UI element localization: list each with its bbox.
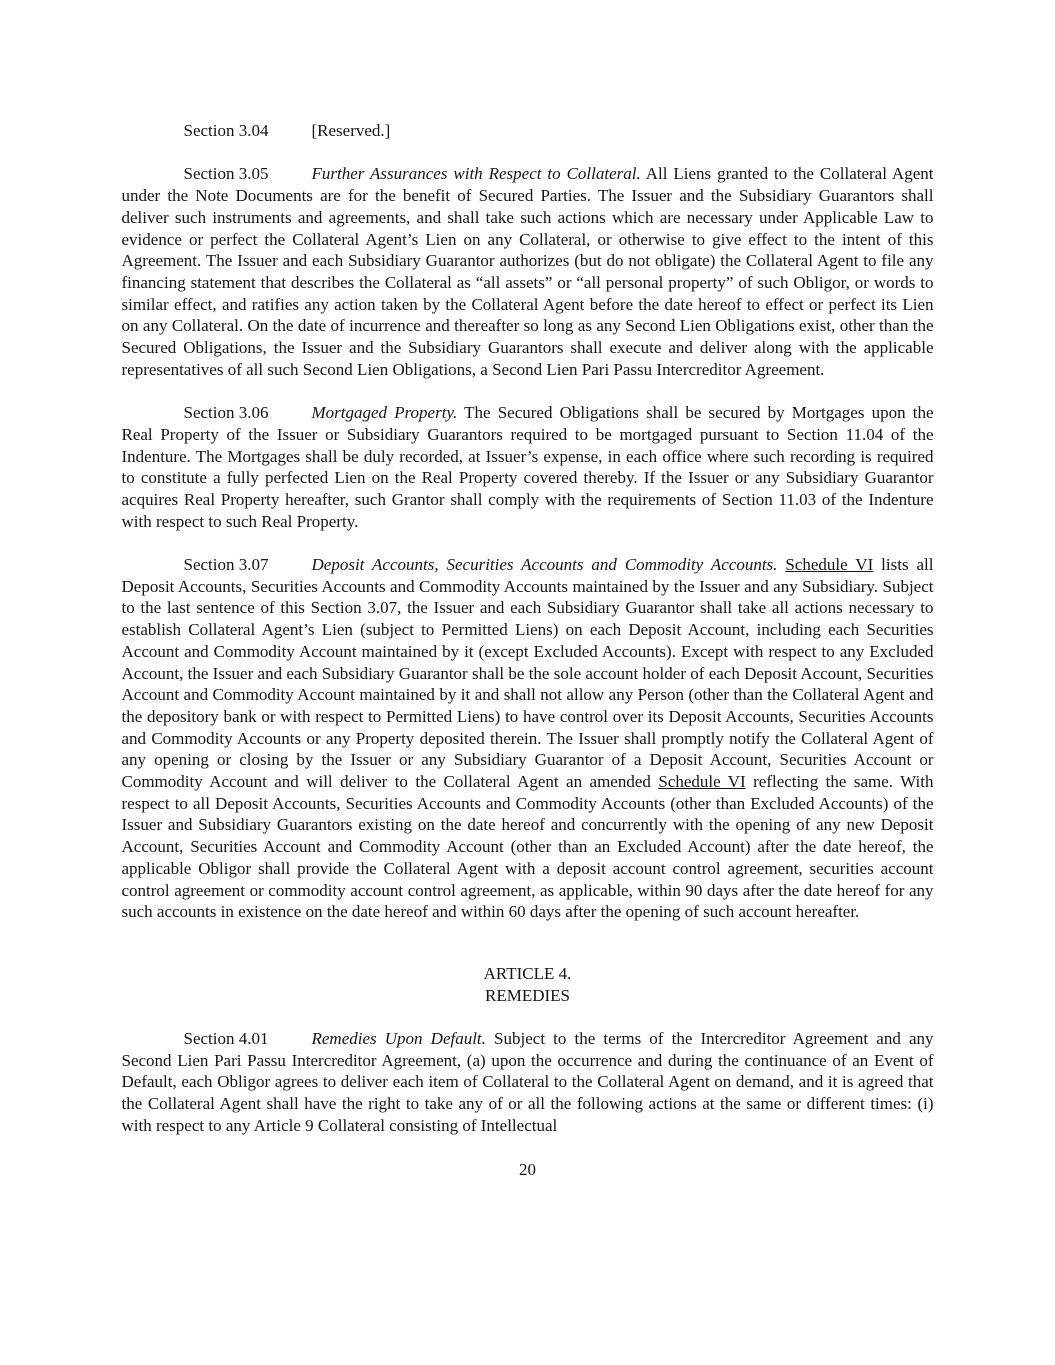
body-text-run: reflecting the same. With respect to all Deposit Accounts, Securities Accounts and Commodity Accounts (other than Excluded Accounts) of the Issuer and Subsidiary Guarantors existing on the date hereof and concurrently with the opening of any new Deposit Account, Securities Account and Commodity Account (other than an Excluded Account) after the date hereof, the applicable Obligor shall provide the Collateral Agent with a deposit account control agreement, securities account control agreement or commodity account control agreement, as applicable, within 90 days after the date hereof for any such accounts in existence on the date hereof and within 60 days after the opening of such account hereafter. <box>121 772 934 922</box>
section-label: Section 3.06 <box>183 403 269 423</box>
paragraph-section-3-05 <box>122 163 934 380</box>
schedule-reference-underlined: Schedule VI <box>785 555 874 575</box>
article-title: REMEDIES <box>485 985 570 1005</box>
schedule-reference-underlined: Schedule VI <box>658 772 746 792</box>
page-number: 20 <box>519 1159 536 1179</box>
body-text-run: [Reserved.] <box>311 121 391 140</box>
paragraph-section-3-04 <box>122 120 934 142</box>
section-label: Section 3.05 <box>183 164 269 184</box>
section-title-italic: Further Assurances with Respect to Collateral. <box>311 164 641 184</box>
body-text-run: Subject to the terms of the Intercreditor Agreement and any Second Lien Pari Passu Intercreditor Agreement, (a) upon the occurrence and during the continuance of an Event of Default, each Obligor agrees to deliver each item of Collateral to the Collateral Agent on demand, and it is agreed that the Collateral Agent shall have the right to take any of or all the following actions at the same or different times: (i) with respect to any Article 9 Collateral consisting of Intellectual <box>121 1029 934 1135</box>
body-text-run: All Liens granted to the Collateral Agent under the Note Documents are for the benefit of Secured Parties. The Issuer and the Subsidiary Guarantors shall deliver such instruments and agreements, and shall take such actions which are necessary under Applicable Law to evidence or perfect the Collateral Agent’s Lien on any Collateral, or otherwise to give effect to the intent of this Agreement. The Issuer and each Subsidiary Guarantor authorizes (but do not obligate) the Collateral Agent to file any financing statement that describes the Collateral as “all assets” or “all personal property” of such Obligor, or words to similar effect, and ratifies any action taken by the Collateral Agent before the date hereof to effect or perfect its Lien on any Collateral. On the date of incurrence and thereafter so long as any Second Lien Obligations exist, other than the Secured Obligations, the Issuer and the Subsidiary Guarantors shall execute and deliver along with the applicable representatives of all such Second Lien Obligations, a Second Lien Pari Passu Intercreditor Agreement. <box>121 164 934 379</box>
section-label: Section 3.04 <box>183 121 269 140</box>
section-title-italic: Deposit Accounts, Securities Accounts and Commodity Accounts. <box>311 555 778 575</box>
paragraph-section-3-06 <box>122 402 934 532</box>
document-content <box>122 0 934 1180</box>
section-label: Section 4.01 <box>183 1029 269 1049</box>
paragraph-section-4-01 <box>122 1028 934 1137</box>
section-title-italic: Mortgaged Property. <box>311 403 458 423</box>
paragraph-section-3-07 <box>122 554 934 923</box>
article-heading <box>122 963 934 1006</box>
article-number: ARTICLE 4. <box>483 963 572 983</box>
section-label: Section 3.07 <box>183 555 269 575</box>
body-text-run: The Secured Obligations shall be secured by Mortgages upon the Real Property of the Issuer or Subsidiary Guarantors required to be mortgaged pursuant to Section 11.04 of the Indenture. The Mortgages shall be duly recorded, at Issuer’s expense, in each office where such recording is required to constitute a fully perfected Lien on the Real Property covered thereby. If the Issuer or any Subsidiary Guarantor acquires Real Property hereafter, such Grantor shall comply with the requirements of Section 11.03 of the Indenture with respect to such Real Property. <box>121 403 934 531</box>
section-title-italic: Remedies Upon Default. <box>311 1029 486 1049</box>
body-text-run: lists all Deposit Accounts, Securities Accounts and Commodity Accounts maintained by the Issuer and any Subsidiary. Subject to the last sentence of this Section 3.07, the Issuer and each Subsidiary Guarantor shall take all actions necessary to establish Collateral Agent’s Lien (subject to Permitted Liens) on each Deposit Account, including each Securities Account and Commodity Account maintained by it (except Excluded Accounts). Except with respect to any Excluded Account, the Issuer and each Subsidiary Guarantor shall be the sole account holder of each Deposit Account, Securities Account and Commodity Account maintained by it and shall not allow any Person (other than the Collateral Agent and the depository bank or with respect to Permitted Liens) to have control over its Deposit Accounts, Securities Accounts and Commodity Accounts or any Property deposited therein. The Issuer shall promptly notify the Collateral Agent of any opening or closing by the Issuer or any Subsidiary Guarantor of a Deposit Account, Securities Account or Commodity Account and will deliver to the Collateral Agent an amended <box>121 555 934 792</box>
